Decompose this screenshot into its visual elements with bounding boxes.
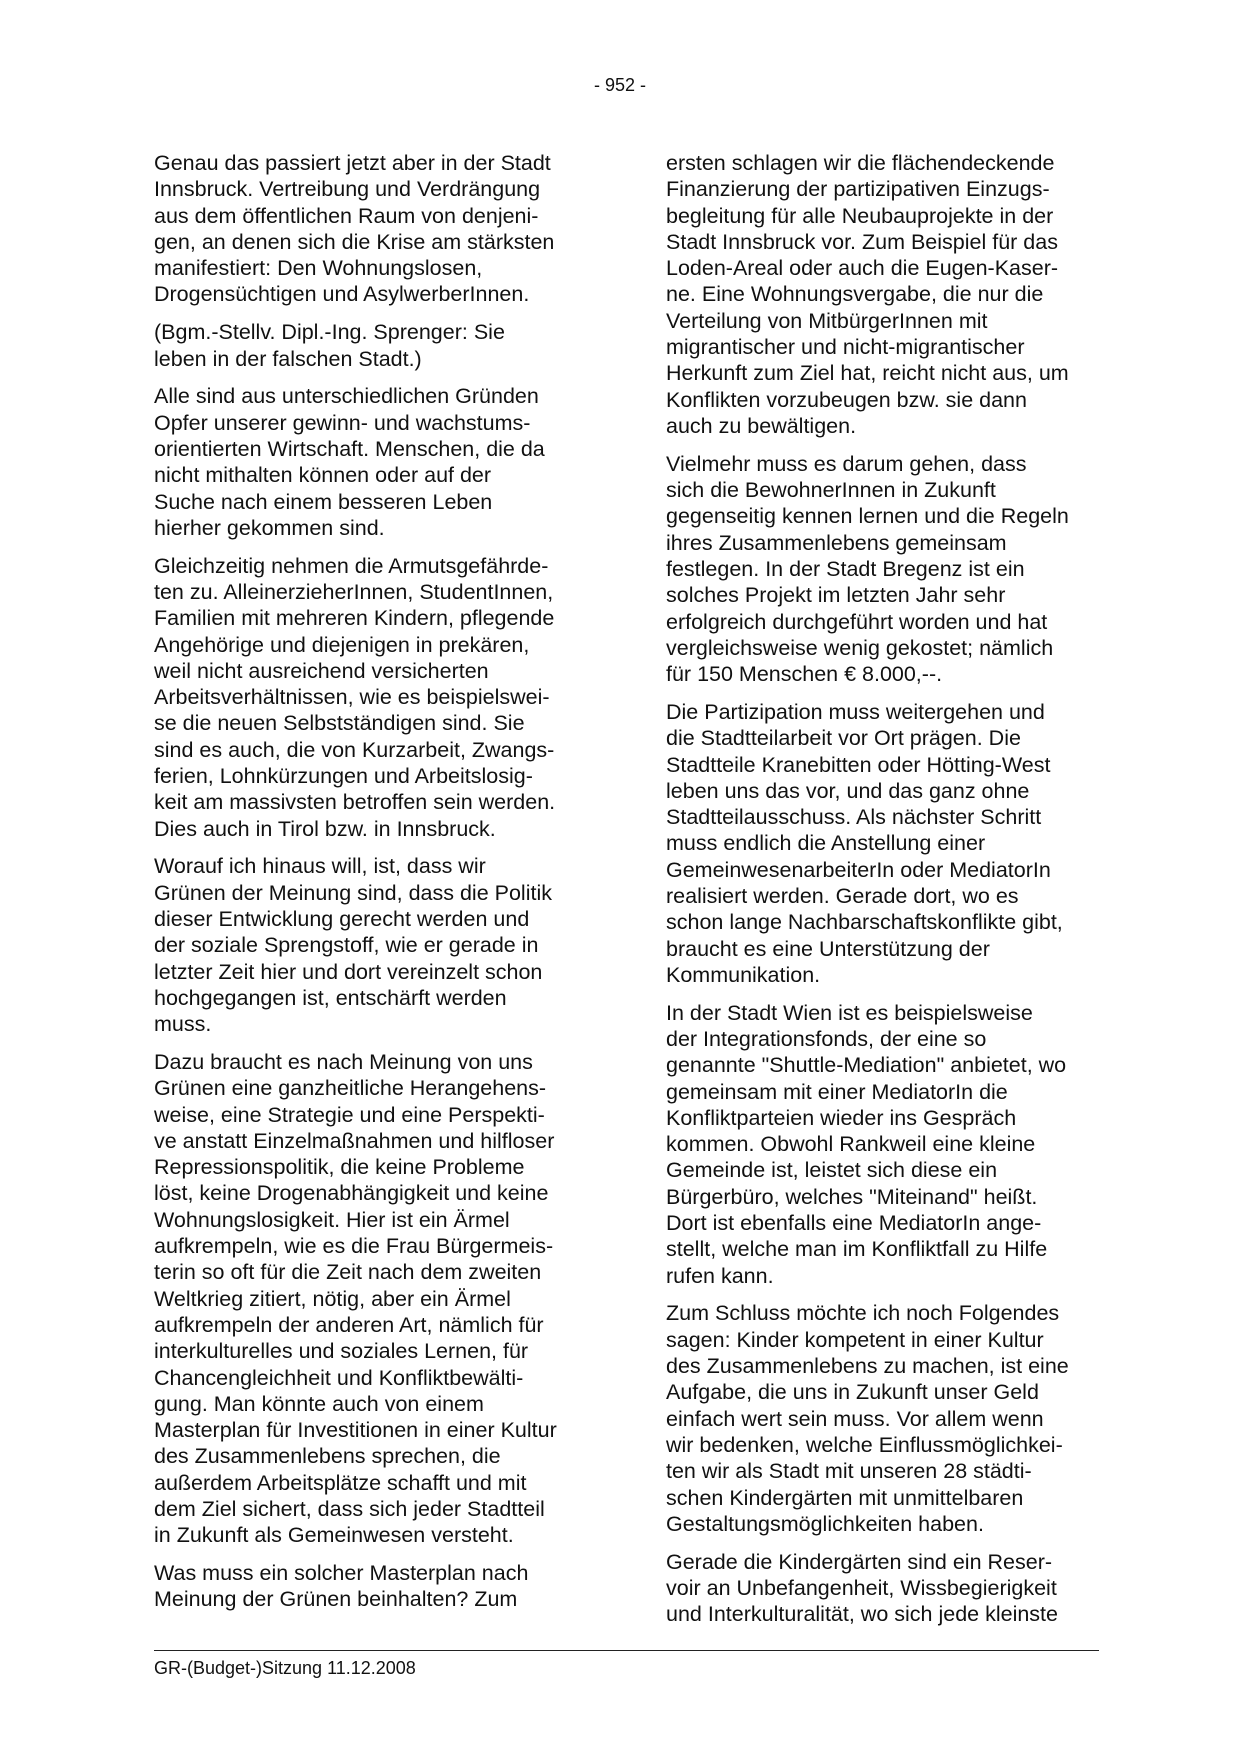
text-line: Stadt Innsbruck vor. Zum Beispiel für das [666, 229, 1058, 254]
text-line: Stadtteilausschuss. Als nächster Schritt [666, 805, 1042, 830]
paragraph [666, 699, 1101, 988]
text-line: keit am massivsten betroffen sein werden. [154, 790, 556, 815]
text-line: Gleichzeitig nehmen die Armutsgefährde- [154, 553, 549, 578]
text-line: auch zu bewältigen. [666, 413, 857, 438]
text-line: dieser Entwicklung gerecht werden und [154, 907, 530, 932]
text-line: gung. Man könnte auch von einem [154, 1391, 484, 1416]
text-line: voir an Unbefangenheit, Wissbegierigkeit [666, 1575, 1057, 1600]
text-line: gegenseitig kennen lernen und die Regeln [666, 504, 1069, 529]
text-line: ferien, Lohnkürzungen und Arbeitslosig- [154, 764, 533, 789]
text-line: Innsbruck. Vertreibung und Verdrängung [154, 177, 541, 202]
text-line: Bürgerbüro, welches "Miteinand" heißt. [666, 1184, 1038, 1209]
text-line: GemeinwesenarbeiterIn oder MediatorIn [666, 857, 1051, 882]
text-line: löst, keine Drogenabhängigkeit und keine [154, 1181, 549, 1206]
text-line: sagen: Kinder kompetent in einer Kultur [666, 1327, 1044, 1352]
paragraph [666, 451, 1101, 688]
text-line: ten wir als Stadt mit unseren 28 städti- [666, 1459, 1032, 1484]
text-line: terin so oft für die Zeit nach dem zweiten [154, 1260, 542, 1285]
text-line: aus dem öffentlichen Raum von denjeni- [154, 203, 539, 228]
text-line: ihres Zusammenlebens gemeinsam [666, 530, 1007, 555]
text-line: orientierten Wirtschaft. Menschen, die da [154, 436, 545, 461]
paragraph [666, 1549, 1101, 1628]
text-line: Gerade die Kindergärten sind ein Reser- [666, 1549, 1053, 1574]
text-line: Aufgabe, die uns in Zukunft unser Geld [666, 1380, 1039, 1405]
text-line: leben in der falschen Stadt.) [154, 346, 422, 371]
text-line: nicht mithalten können oder auf der [154, 463, 492, 488]
text-line: der Integrationsfonds, der eine so [666, 1027, 987, 1051]
text-line: Angehörige und diejenigen in prekären, [154, 632, 530, 657]
text-line: Vielmehr muss es darum gehen, dass [666, 451, 1027, 476]
text-line: rufen kann. [666, 1263, 774, 1288]
text-line: braucht es eine Unterstützung der [666, 936, 990, 961]
text-line: außerdem Arbeitsplätze schafft und mit [154, 1470, 527, 1495]
paragraph [154, 853, 589, 1037]
text-line: vergleichsweise wenig gekostet; nämlich [666, 635, 1054, 660]
text-line: Arbeitsverhältnissen, wie es beispielswei- [154, 685, 550, 710]
text-line: die Stadtteilarbeit vor Ort prägen. Die [666, 726, 1021, 751]
text-line: Finanzierung der partizipativen Einzugs- [666, 177, 1050, 202]
text-line: ten zu. AlleinerzieherInnen, StudentInnen, [154, 579, 554, 604]
text-line: se die neuen Selbstständigen sind. Sie [154, 711, 525, 736]
text-line: Konflikten vorzubeugen bzw. sie dann [666, 387, 1027, 412]
text-line: ve anstatt Einzelmaßnahmen und hilfloser [154, 1128, 555, 1153]
text-line: sich die BewohnerInnen in Zukunft [666, 478, 996, 503]
text-line: ersten schlagen wir die flächendeckende [666, 151, 1055, 175]
text-line: weil nicht ausreichend versicherten [154, 658, 489, 683]
text-line: muss. [154, 1012, 212, 1037]
text-line: und Interkulturalität, wo sich jede kleinste [666, 1602, 1058, 1627]
text-line: erfolgreich durchgeführt worden und hat [666, 609, 1048, 634]
text-line: letzter Zeit hier und dort vereinzelt schon [154, 959, 543, 984]
text-line: genannte "Shuttle-Mediation" anbietet, wo [666, 1053, 1067, 1078]
text-line: einfach wert sein muss. Vor allem wenn [666, 1406, 1044, 1431]
text-line: Gemeinde ist, leistet sich diese ein [666, 1158, 998, 1183]
paragraph [666, 1000, 1101, 1289]
text-line: Dazu braucht es nach Meinung von uns [154, 1050, 533, 1074]
text-line: kommen. Obwohl Rankweil eine kleine [666, 1132, 1036, 1157]
text-line: leben uns das vor, und das ganz ohne [666, 778, 1030, 803]
text-line: Meinung der Grünen beinhalten? Zum [154, 1587, 518, 1612]
text-line: weise, eine Strategie und eine Perspekti- [154, 1102, 545, 1127]
text-line: Grünen der Meinung sind, dass die Politik [154, 880, 552, 905]
text-line: schen Kindergärten mit unmittelbaren [666, 1485, 1024, 1510]
text-column-right [666, 150, 1101, 1639]
text-line: aufkrempeln, wie es die Frau Bürgermeis- [154, 1234, 554, 1259]
text-line: Grünen eine ganzheitliche Herangehens- [154, 1076, 547, 1101]
text-line: Was muss ein solcher Masterplan nach [154, 1561, 529, 1586]
paragraph [666, 150, 1101, 439]
text-line: manifestiert: Den Wohnungslosen, [154, 256, 483, 281]
text-line: Stadtteile Kranebitten oder Hötting-West [666, 752, 1051, 777]
text-line: Zum Schluss möchte ich noch Folgendes [666, 1301, 1060, 1326]
text-line: wir bedenken, welche Einflussmöglichkei- [666, 1432, 1063, 1457]
text-column-left [154, 150, 589, 1624]
text-line: hierher gekommen sind. [154, 515, 385, 540]
text-line: schon lange Nachbarschaftskonflikte gibt, [666, 910, 1063, 935]
text-line: ne. Eine Wohnungsvergabe, die nur die [666, 282, 1044, 307]
text-line: Herkunft zum Ziel hat, reicht nicht aus, um [666, 361, 1069, 386]
text-line: Familien mit mehreren Kindern, pflegende [154, 606, 555, 631]
text-line: der soziale Sprengstoff, wie er gerade in [154, 933, 539, 958]
text-line: Gestaltungsmöglichkeiten haben. [666, 1511, 984, 1536]
paragraph [154, 553, 589, 842]
text-line: Chancengleichheit und Konfliktbewälti- [154, 1365, 524, 1390]
page-number: - 952 - [593, 75, 647, 95]
text-line: realisiert werden. Gerade dort, wo es [666, 884, 1019, 909]
text-line: des Zusammenlebens sprechen, die [154, 1444, 501, 1469]
paragraph [154, 383, 589, 541]
text-line: gen, an denen sich die Krise am stärksten [154, 229, 555, 254]
text-line: Verteilung von MitbürgerInnen mit [666, 308, 988, 333]
text-line: Dies auch in Tirol bzw. in Innsbruck. [154, 816, 496, 841]
text-line: Kommunikation. [666, 962, 821, 987]
paragraph [154, 1560, 589, 1613]
text-line: sind es auch, die von Kurzarbeit, Zwangs- [154, 737, 555, 762]
text-line: Worauf ich hinaus will, ist, dass wir [154, 854, 486, 879]
text-line: des Zusammenlebens zu machen, ist eine [666, 1354, 1069, 1379]
text-line: Die Partizipation muss weitergehen und [666, 699, 1045, 724]
text-line: stellt, welche man im Konfliktfall zu Hilfe [666, 1237, 1048, 1262]
text-line: solches Projekt im letzten Jahr sehr [666, 583, 1006, 608]
text-line: Wohnungslosigkeit. Hier ist ein Ärmel [154, 1207, 510, 1232]
paragraph [666, 1300, 1101, 1537]
text-line: Opfer unserer gewinn- und wachstums- [154, 410, 531, 435]
footer-divider [154, 1650, 1099, 1651]
text-line: festlegen. In der Stadt Bregenz ist ein [666, 556, 1025, 581]
text-line: Repressionspolitik, die keine Probleme [154, 1155, 525, 1180]
paragraph [154, 150, 589, 308]
text-line: dem Ziel sichert, dass sich jeder Stadtteil [154, 1497, 545, 1522]
footer-session-label: GR-(Budget-)Sitzung 11.12.2008 [154, 1658, 416, 1678]
text-line: aufkrempeln der anderen Art, nämlich für [154, 1312, 544, 1337]
paragraph [154, 319, 589, 372]
text-line: Dort ist ebenfalls eine MediatorIn ange- [666, 1211, 1042, 1236]
paragraph [154, 1049, 589, 1549]
text-line: In der Stadt Wien ist es beispielsweise [666, 1000, 1033, 1025]
text-line: interkulturelles und soziales Lernen, für [154, 1339, 529, 1364]
text-line: Suche nach einem besseren Leben [154, 489, 493, 514]
text-line: begleitung für alle Neubauprojekte in der [666, 203, 1054, 228]
text-line: Drogensüchtigen und AsylwerberInnen. [154, 282, 530, 307]
text-line: Masterplan für Investitionen in einer Kultur [154, 1418, 557, 1443]
text-line: Loden-Areal oder auch die Eugen-Kaser- [666, 256, 1059, 281]
text-line: muss endlich die Anstellung einer [666, 831, 986, 856]
text-line: migrantischer und nicht-migrantischer [666, 335, 1025, 360]
text-line: für 150 Menschen € 8.000,--. [666, 662, 943, 687]
text-line: (Bgm.-Stellv. Dipl.-Ing. Sprenger: Sie [154, 320, 505, 345]
text-line: Weltkrieg zitiert, nötig, aber ein Ärmel [154, 1286, 511, 1311]
text-line: in Zukunft als Gemeinwesen versteht. [154, 1523, 514, 1548]
text-line: gemeinsam mit einer MediatorIn die [666, 1079, 1008, 1104]
text-line: Genau das passiert jetzt aber in der Stadt [154, 151, 551, 175]
text-line: Konfliktparteien wieder ins Gespräch [666, 1105, 1017, 1130]
text-line: hochgegangen ist, entschärft werden [154, 985, 507, 1010]
text-line: Alle sind aus unterschiedlichen Gründen [154, 384, 539, 409]
